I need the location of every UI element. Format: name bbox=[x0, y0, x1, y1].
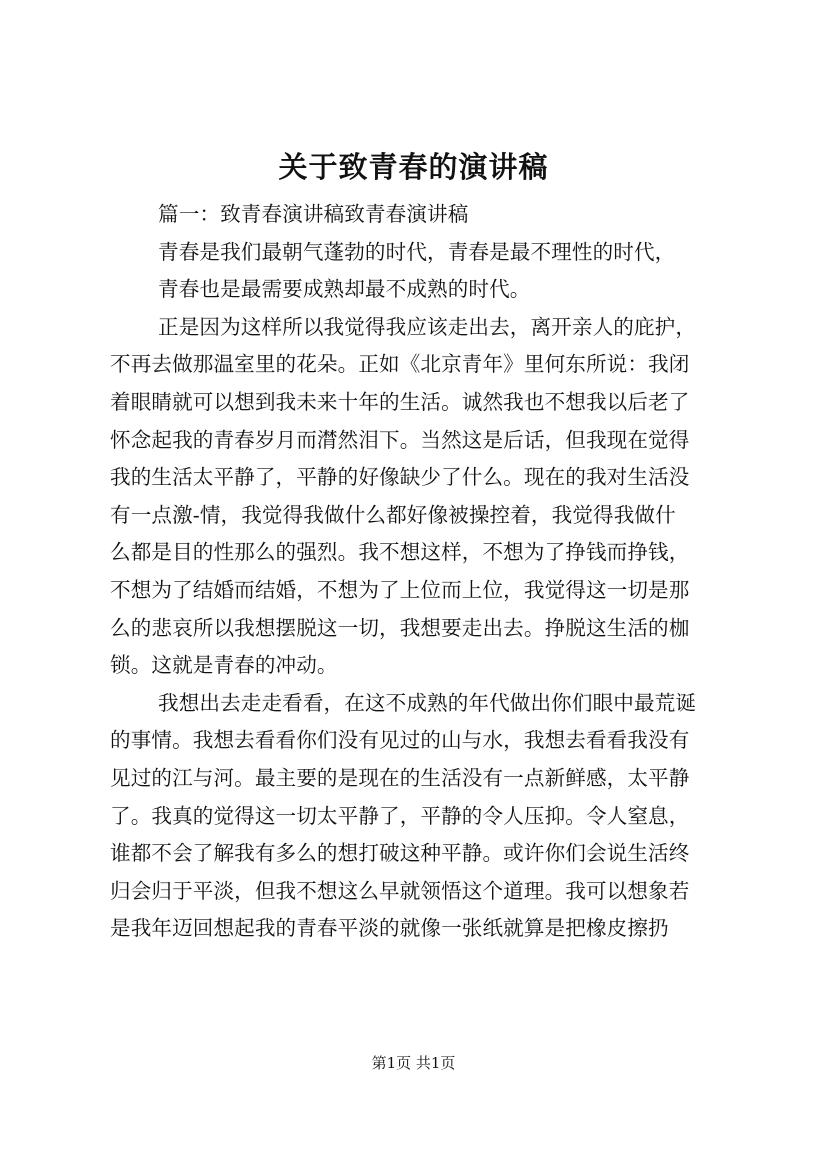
body-line: 归会归于平淡，但我不想这么早就领悟这个道理。我可以想象若 bbox=[110, 878, 690, 903]
body-line: 篇一：致青春演讲稿致青春演讲稿 bbox=[158, 202, 469, 226]
body-line: 么都是目的性那么的强烈。我不想这样，不想为了挣钱而挣钱， bbox=[110, 540, 690, 565]
body-line: 我的生活太平静了，平静的好像缺少了什么。现在的我对生活没 bbox=[110, 465, 690, 490]
document-body bbox=[110, 196, 730, 948]
body-line: 有一点激-情，我觉得我做什么都好像被操控着，我觉得我做什 bbox=[110, 502, 676, 527]
body-line: 青春是我们最朝气蓬勃的时代，青春是最不理性的时代， bbox=[158, 239, 676, 264]
body-line: 着眼睛就可以想到我未来十年的生活。诚然我也不想我以后老了 bbox=[110, 389, 690, 414]
body-line: 的事情。我想去看看你们没有见过的山与水，我想去看看我没有 bbox=[110, 728, 690, 753]
body-line: 不想为了结婚而结婚，不想为了上位而上位，我觉得这一切是那 bbox=[110, 577, 690, 602]
body-line: 怀念起我的青春岁月而潸然泪下。当然这是后话，但我现在觉得 bbox=[110, 427, 690, 452]
body-line: 了。我真的觉得这一切太平静了，平静的令人压抑。令人窒息， bbox=[110, 803, 690, 828]
body-line: 正是因为这样所以我觉得我应该走出去，离开亲人的庇护， bbox=[158, 314, 697, 339]
body-line: 么的悲哀所以我想摆脱这一切，我想要走出去。挣脱这生活的枷 bbox=[110, 615, 690, 640]
body-line: 是我年迈回想起我的青春平淡的就像一张纸就算是把橡皮擦扔 bbox=[110, 916, 669, 941]
body-line: 见过的江与河。最主要的是现在的生活没有一点新鲜感，太平静 bbox=[110, 765, 690, 790]
body-line: 我想出去走走看看，在这不成熟的年代做出你们眼中最荒诞 bbox=[158, 690, 697, 715]
body-line: 锁。这就是青春的冲动。 bbox=[110, 653, 338, 678]
body-line: 谁都不会了解我有多么的想打破这种平静。或许你们会说生活终 bbox=[110, 841, 690, 866]
body-line: 不再去做那温室里的花朵。正如《北京青年》里何东所说：我闭 bbox=[110, 352, 690, 377]
body-line: 青春也是最需要成熟却最不成熟的时代。 bbox=[158, 277, 531, 302]
document-title: 关于致青春的演讲稿 bbox=[278, 150, 549, 184]
page-footer: 第1页 共1页 bbox=[371, 1054, 456, 1072]
